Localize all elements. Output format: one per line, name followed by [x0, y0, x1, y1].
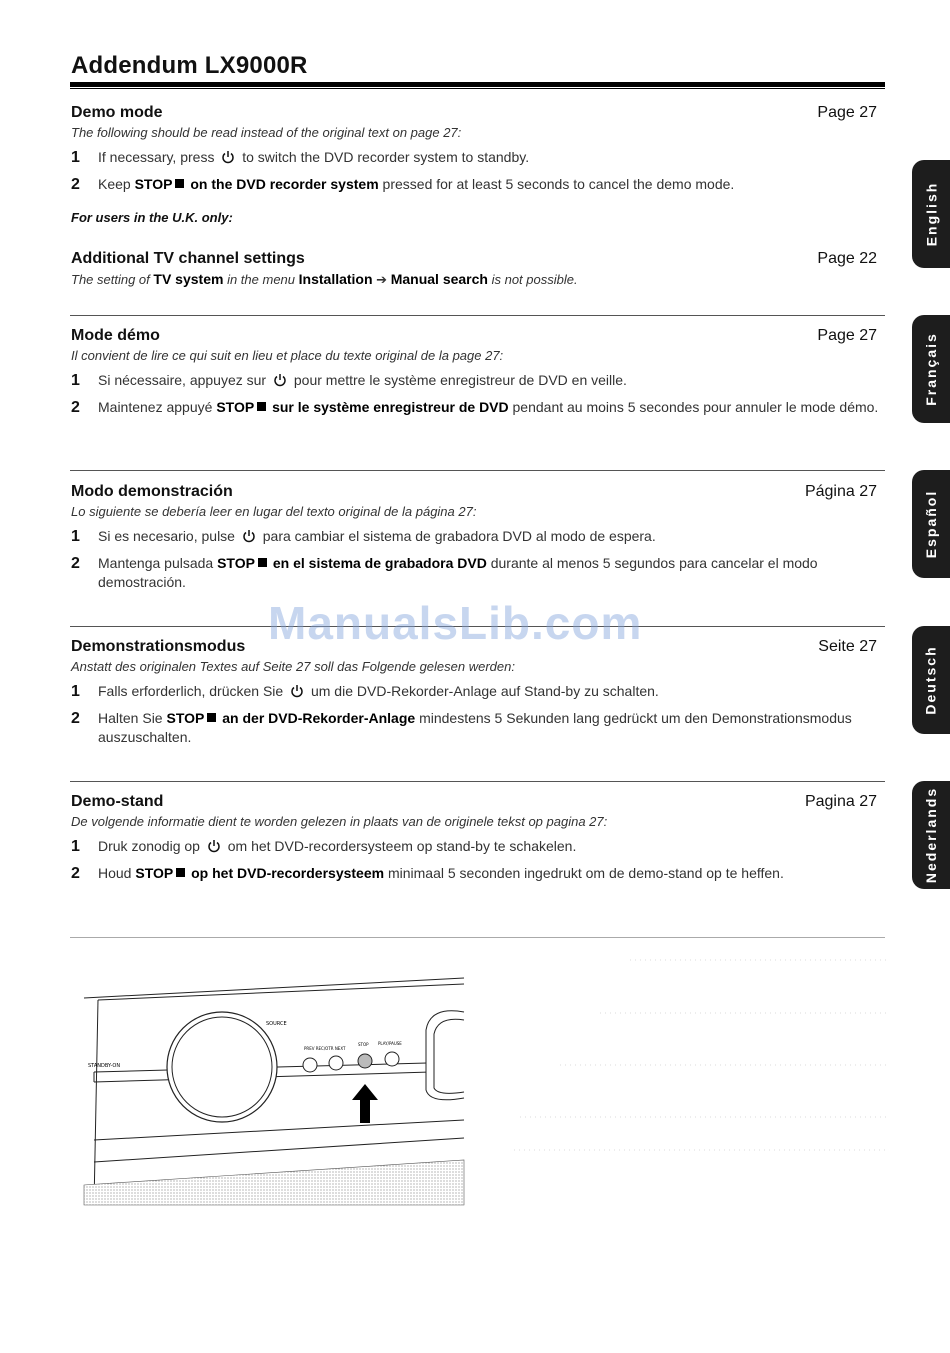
step-number: 1	[71, 683, 80, 700]
divider	[70, 470, 885, 471]
step-2: 2 Keep STOP on the DVD recorder system pressed for at least 5 seconds to cancel the demo mode.	[71, 176, 735, 193]
section-intro: The following should be read instead of the original text on page 27:	[71, 125, 462, 140]
play-label: PLAY/PAUSE	[378, 1041, 402, 1046]
step-2: 2 Mantenga pulsada STOP en el sistema de grabadora DVD durante al menos 5 segundos para cancelar el modo demostración.	[71, 555, 818, 590]
title-rule-thin	[70, 88, 885, 89]
step-1: 1 Druk zonodig op om het DVD-recordersysteem op stand-by te schakelen.	[71, 838, 577, 855]
stop-icon	[257, 402, 266, 411]
section-demo-stand	[71, 793, 883, 883]
stop-icon	[207, 713, 216, 722]
section-tv-channel-settings	[71, 250, 883, 288]
section-title: Additional TV channel settings	[71, 250, 305, 267]
power-icon	[221, 150, 235, 164]
step-1: 1 Falls erforderlich, drücken Sie um die DVD-Rekorder-Anlage auf Stand-by zu schalten.	[71, 683, 659, 700]
step-2: 2 Halten Sie STOP an der DVD-Rekorder-Anlage mindestens 5 Sekunden lang gedrückt um den Demonstrationsmodus auszuschalten.	[71, 710, 852, 745]
step-number: 2	[71, 399, 80, 416]
step-number: 2	[71, 555, 80, 572]
stop-icon	[175, 179, 184, 188]
step-number: 1	[71, 149, 80, 166]
section-intro: The setting of TV system in the menu Installation ➔ Manual search is not possible.	[71, 271, 578, 287]
step-number: 2	[71, 710, 80, 727]
section-intro: De volgende informatie dient te worden gelezen in plaats van de originele tekst op pagina 27:	[71, 814, 608, 829]
arrow-icon: ➔	[376, 272, 388, 287]
step-2: 2 Houd STOP op het DVD-recordersysteem minimaal 5 seconden ingedrukt om de demo-stand op te heffen.	[71, 865, 784, 882]
step-number: 2	[71, 176, 80, 193]
section-title: Demo-stand	[71, 793, 164, 810]
power-icon	[290, 684, 304, 698]
step-1: 1 Si es necesario, pulse para cambiar el sistema de grabadora DVD al modo de espera.	[71, 528, 656, 545]
section-title: Demo mode	[71, 104, 163, 121]
tab-nederlands[interactable]: Nederlands	[912, 781, 950, 889]
section-demo-mode	[71, 104, 883, 225]
page-reference: Seite 27	[818, 638, 877, 655]
power-icon	[207, 839, 221, 853]
page-reference: Page 27	[817, 104, 877, 121]
step-number: 1	[71, 838, 80, 855]
stop-icon	[258, 558, 267, 567]
section-title: Modo demonstración	[71, 483, 233, 500]
source-label: SOURCE	[266, 1021, 287, 1027]
section-intro: Anstatt des originalen Textes auf Seite 27 soll das Folgende gelesen werden:	[71, 659, 515, 674]
tab-deutsch[interactable]: Deutsch	[912, 626, 950, 734]
arrow-up-icon	[352, 1084, 378, 1123]
section-title: Mode démo	[71, 327, 160, 344]
page-reference: Página 27	[804, 483, 877, 500]
section-intro: Lo siguiente se debería leer en lugar del texto original de la página 27:	[71, 504, 477, 519]
section-intro: Il convient de lire ce qui suit en lieu et place du texte original de la page 27:	[71, 348, 504, 363]
title-rule	[70, 82, 885, 87]
page-reference: Page 22	[817, 250, 877, 267]
watermark: ManualsLib.com	[268, 597, 643, 649]
power-icon	[273, 373, 287, 387]
stop-label: STOP	[358, 1042, 369, 1047]
page-reference: Pagina 27	[804, 793, 877, 810]
divider	[70, 781, 885, 782]
faint-dotted-lines	[510, 945, 890, 1155]
section-title: Demonstrationsmodus	[71, 638, 246, 655]
tab-espanol[interactable]: Español	[912, 470, 950, 578]
page-reference: Page 27	[817, 327, 877, 344]
divider	[70, 315, 885, 316]
standby-label: STANDBY-ON	[88, 1063, 121, 1069]
divider	[70, 937, 885, 938]
power-icon	[242, 529, 256, 543]
step-number: 1	[71, 372, 80, 389]
tab-english[interactable]: English	[912, 160, 950, 268]
section-mode-demo	[71, 327, 883, 417]
tab-francais[interactable]: Français	[912, 315, 950, 423]
uk-note: For users in the U.K. only:	[71, 210, 233, 225]
step-2: 2 Maintenez appuyé STOP sur le système enregistreur de DVD pendant au moins 5 secondes pour annuler le mode démo.	[71, 399, 879, 416]
device-illustration	[80, 970, 470, 1210]
section-demonstrationsmodus	[71, 638, 883, 747]
buttons-label: PREV REC/OTR NEXT	[304, 1046, 346, 1051]
section-modo-demostracion	[71, 483, 883, 592]
step-1: 1 If necessary, press to switch the DVD recorder system to standby.	[71, 149, 530, 166]
page-title: Addendum LX9000R	[71, 52, 308, 79]
step-1: 1 Si nécessaire, appuyez sur pour mettre le système enregistreur de DVD en veille.	[71, 372, 627, 389]
step-number: 1	[71, 528, 80, 545]
stop-icon	[176, 868, 185, 877]
step-number: 2	[71, 865, 80, 882]
